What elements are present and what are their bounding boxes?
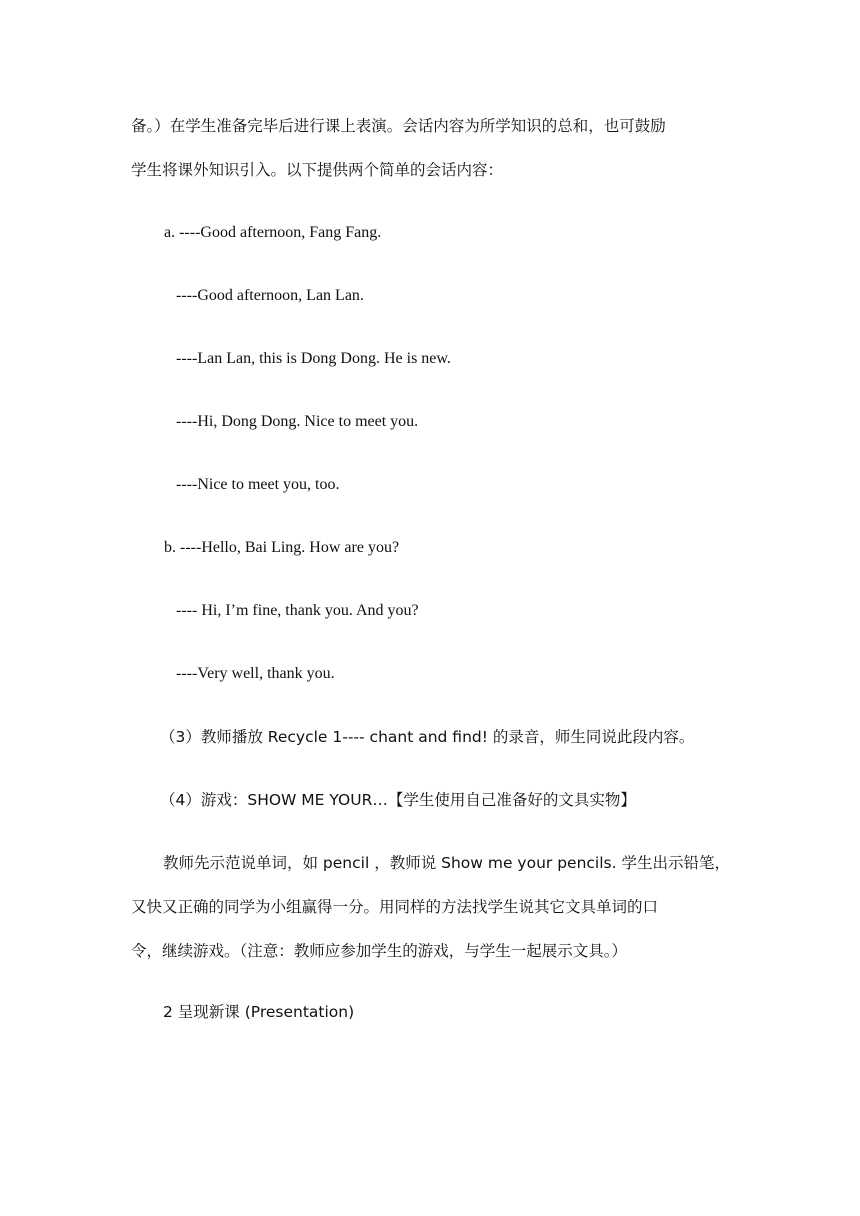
dialogue-b-line-3: ----Very well, thank you. bbox=[176, 665, 335, 682]
intro-line-2: 学生将课外知识引入。以下提供两个简单的会话内容： bbox=[131, 161, 504, 179]
section-2-heading: 2 呈现新课 (Presentation) bbox=[163, 1003, 355, 1021]
dialogue-a-line-2: ----Good afternoon, Lan Lan. bbox=[176, 287, 364, 304]
dialogue-a-line-4: ----Hi, Dong Dong. Nice to meet you. bbox=[176, 413, 419, 430]
dialogue-a-line-1: a. ----Good afternoon, Fang Fang. bbox=[164, 224, 382, 241]
game-line-2: 又快又正确的同学为小组赢得一分。用同样的方法找学生说其它文具单词的口 bbox=[131, 898, 659, 916]
step-4: （4）游戏：SHOW ME YOUR…【学生使用自己准备好的文具实物】 bbox=[160, 791, 636, 809]
game-line-3: 令，继续游戏。（注意：教师应参加学生的游戏，与学生一起展示文具。） bbox=[131, 942, 628, 960]
intro-line-1: 备。）在学生准备完毕后进行课上表演。会话内容为所学知识的总和，也可鼓励 bbox=[131, 117, 666, 135]
dialogue-a-line-5: ----Nice to meet you, too. bbox=[176, 476, 340, 493]
step-3: （3）教师播放 Recycle 1---- chant and find! 的录音，师生同说此段内容。 bbox=[160, 728, 695, 746]
dialogue-b-line-1: b. ----Hello, Bai Ling. How are you? bbox=[164, 539, 400, 556]
dialogue-b-line-2: ---- Hi, I’m fine, thank you. And you? bbox=[176, 602, 419, 619]
game-line-1: 教师先示范说单词，如 pencil ，教师说 Show me your pencils. 学生出示铅笔， bbox=[163, 854, 730, 872]
dialogue-a-line-3: ----Lan Lan, this is Dong Dong. He is new. bbox=[176, 350, 451, 367]
